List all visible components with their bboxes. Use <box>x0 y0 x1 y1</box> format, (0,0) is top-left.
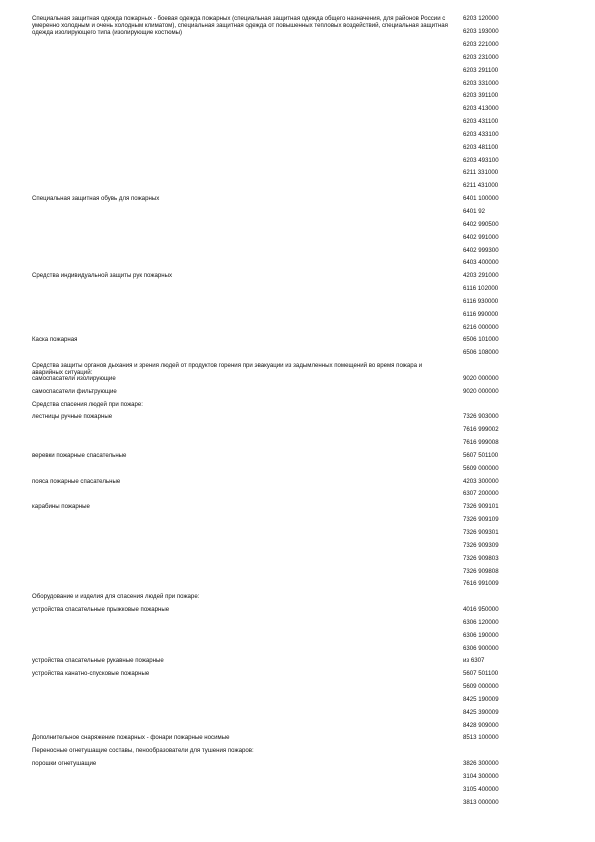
table-row <box>32 466 562 479</box>
row-code: 4203 291000 <box>463 272 499 280</box>
row-description: карабины пожарные <box>32 503 90 511</box>
row-description: устройства спасательные прыжковые пожарные <box>32 606 170 614</box>
row-code: 7326 909109 <box>463 516 499 524</box>
row-code: 6116 102000 <box>463 285 499 293</box>
row-code: 7326 909101 <box>463 503 499 511</box>
table-row <box>32 556 562 569</box>
row-description: Средства защиты органов дыхания и зрения людей от продуктов горения при эвакуации из задымленных помещений во время пожара и аварийных ситуаций: <box>32 362 423 376</box>
row-code: 6203 391100 <box>463 92 499 100</box>
table-row <box>32 132 562 145</box>
row-code: 6402 991000 <box>463 233 499 241</box>
row-code: 9020 000000 <box>463 387 499 395</box>
row-code: 5607 501100 <box>463 670 499 678</box>
row-code: 6203 291100 <box>463 66 499 74</box>
table-row <box>32 774 562 787</box>
table-row <box>32 286 562 299</box>
row-description: самоспасатели изолирующие <box>32 374 116 382</box>
table-row <box>32 209 562 222</box>
row-code: 7326 909309 <box>463 541 499 549</box>
row-code: 5609 000000 <box>463 683 499 691</box>
row-code: 4203 300000 <box>463 477 499 485</box>
row-description: Каска пожарная <box>32 336 78 344</box>
row-description: устройства спасательные рукавные пожарные <box>32 657 164 665</box>
table-row <box>32 453 562 466</box>
row-description: Специальная защитная обувь для пожарных <box>32 195 160 203</box>
row-code: 6306 190000 <box>463 631 499 639</box>
row-code: 7616 999002 <box>463 426 499 434</box>
row-code: 6203 431100 <box>463 118 499 126</box>
row-code: 6203 331000 <box>463 79 499 87</box>
row-code: 7616 999008 <box>463 439 499 447</box>
table-row <box>32 55 562 68</box>
row-code: 7616 991009 <box>463 580 499 588</box>
row-code: 6403 400000 <box>463 259 499 267</box>
row-code: 6402 999300 <box>463 246 499 254</box>
row-code: 7326 909803 <box>463 554 499 562</box>
row-code: 6402 990500 <box>463 220 499 228</box>
row-code: 6506 108000 <box>463 349 499 357</box>
row-code: 7326 909301 <box>463 529 499 536</box>
table-row <box>32 697 562 710</box>
row-code: 6203 193000 <box>463 28 499 36</box>
row-code: 6401 100000 <box>463 195 499 203</box>
row-code: 6211 331000 <box>463 169 499 177</box>
table-row <box>32 145 562 158</box>
row-description: Средства спасения людей при пожаре: <box>32 400 143 408</box>
table-row <box>32 222 562 235</box>
table-row <box>32 800 562 813</box>
row-code: 6306 900000 <box>463 644 499 652</box>
row-code: 6203 433100 <box>463 130 499 138</box>
row-code: 6307 200000 <box>463 490 499 498</box>
row-code: 7326 903000 <box>463 413 499 421</box>
table-row <box>32 312 562 325</box>
row-description: устройства канатно-спусковые пожарные <box>32 670 150 678</box>
table-row <box>32 299 562 312</box>
table-row <box>32 787 562 800</box>
row-description: веревки пожарные спасательные <box>32 451 127 459</box>
row-description: самоспасатели фильтрующие <box>32 387 117 395</box>
table-row <box>32 710 562 723</box>
row-code: из 6307 <box>463 657 485 665</box>
row-description: порошки огнетушащие <box>32 760 97 768</box>
row-code: 6401 92 <box>463 208 486 215</box>
table-row <box>32 684 562 697</box>
row-description: пояса пожарные спасательные <box>32 477 121 485</box>
table-row <box>32 389 562 402</box>
row-code: 6116 990000 <box>463 310 499 318</box>
table-row <box>32 376 562 389</box>
row-code: 6203 221000 <box>463 41 499 49</box>
table-row <box>32 761 562 774</box>
row-code: 6211 431000 <box>463 182 499 190</box>
row-code: 6203 231000 <box>463 53 499 61</box>
table-row <box>32 530 562 543</box>
table-row <box>32 119 562 132</box>
row-code: 6116 930000 <box>463 297 499 305</box>
row-description: Оборудование и изделия для спасения людей при пожаре: <box>32 593 200 601</box>
row-code: 3105 400000 <box>463 785 499 793</box>
row-code: 3813 000000 <box>463 798 499 806</box>
table-row <box>32 363 562 376</box>
row-description: лестницы ручные пожарные <box>32 413 113 421</box>
row-code: 6216 000000 <box>463 323 499 331</box>
row-code: 8513 100000 <box>463 734 499 742</box>
row-description: Средства индивидуальной защиты рук пожарных <box>32 272 173 280</box>
row-description: Переносные огнетушащие составы, пенообразователи для тушения пожаров: <box>32 747 254 755</box>
row-code: 6203 120000 <box>463 15 499 23</box>
row-code: 6203 413000 <box>463 105 499 113</box>
row-code: 8428 909000 <box>463 721 499 729</box>
row-code: 9020 000000 <box>463 374 499 382</box>
row-description: Дополнительное снаряжение пожарных - фонари пожарные носимые <box>32 734 230 742</box>
row-code: 8425 190009 <box>463 695 499 703</box>
table-row <box>32 633 562 646</box>
row-code: 8425 390009 <box>463 708 499 716</box>
table-row <box>32 68 562 81</box>
row-code: 6203 481100 <box>463 143 499 151</box>
table-row <box>32 543 562 556</box>
row-code: 7326 909808 <box>463 567 499 575</box>
table-row <box>32 607 562 620</box>
row-code: 6203 493100 <box>463 156 499 164</box>
row-code: 5609 000000 <box>463 464 499 472</box>
table-row <box>32 235 562 248</box>
row-code: 6306 120000 <box>463 618 499 626</box>
row-description: Специальная защитная одежда пожарных - боевая одежда пожарных (специальная защитная одежда общего назначения, для районов России с умеренно холодным и очень холодным климатом), специальная защитная одежда от повышенных тепловых воздействий, специальная защитная одежда изолирующего типа (изолирующие костюмы) <box>32 15 448 36</box>
row-code: 5607 501100 <box>463 451 499 459</box>
row-code: 3826 300000 <box>463 760 499 768</box>
row-code: 6506 101000 <box>463 336 499 344</box>
table-row <box>32 620 562 633</box>
row-code: 3104 300000 <box>463 772 499 780</box>
row-code: 4016 950000 <box>463 606 499 614</box>
table-row <box>32 42 562 55</box>
table-row <box>32 440 562 453</box>
